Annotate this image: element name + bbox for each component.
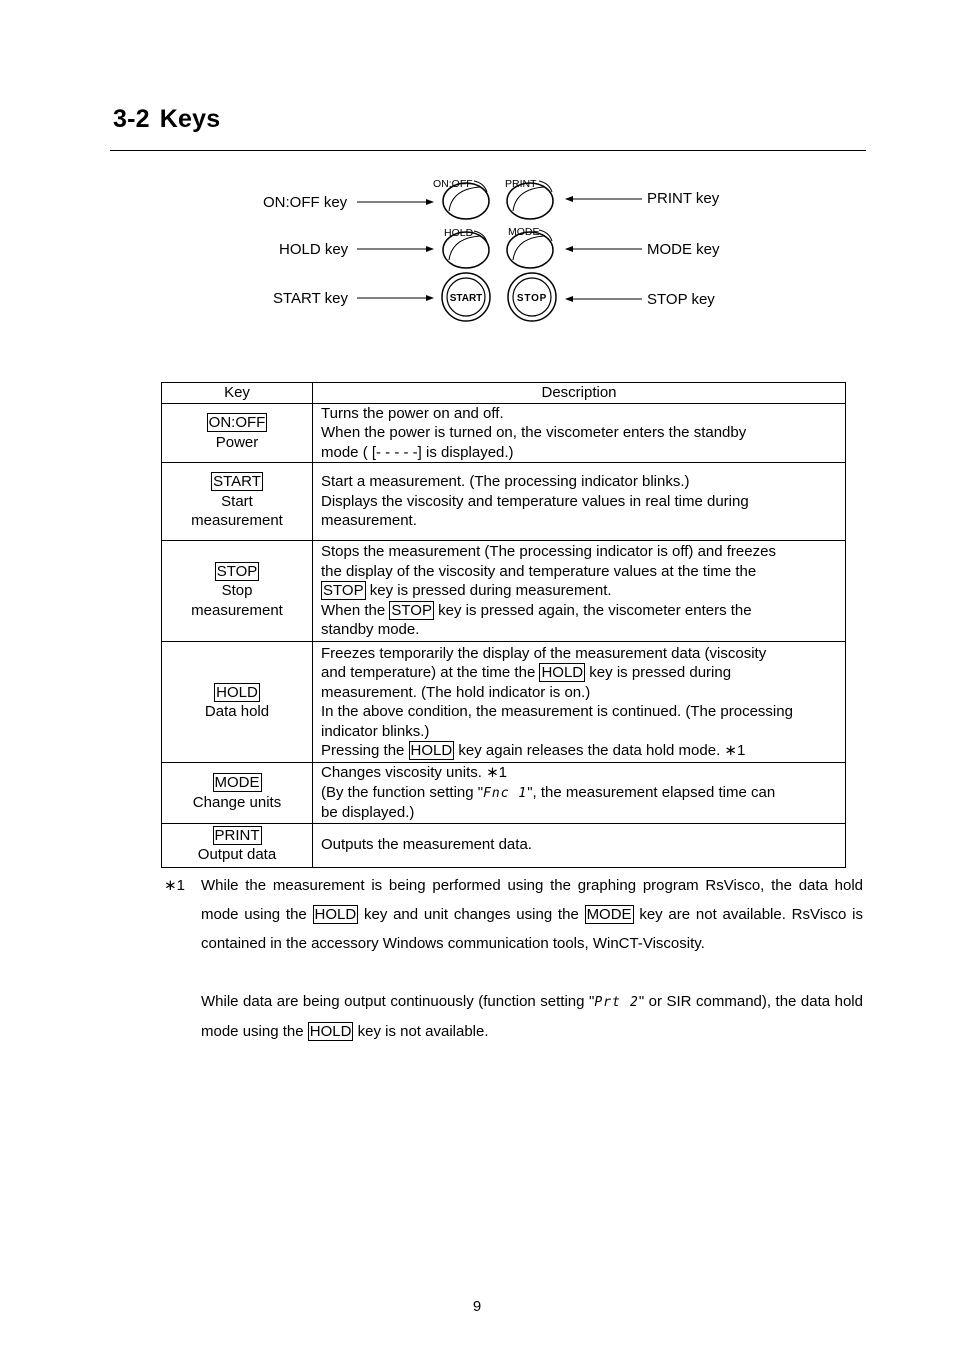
- desc-line: Pressing the HOLD key again releases the data hold mode. ∗1: [321, 742, 746, 759]
- key-cell: [162, 403, 313, 463]
- key-name-boxed: START: [213, 473, 261, 491]
- key-cell: [162, 642, 313, 763]
- footnote-paragraph: While the measurement is being performed using the graphing program RsVisco, the data hold mode using the HOLD key and unit changes using the MODE key are not available. RsVisco is contained in the accessory Windows communication tools, WinCT-Viscosity.: [201, 877, 863, 952]
- keys-illustration: [0, 0, 954, 340]
- table-row: [162, 763, 846, 824]
- description-cell: [313, 642, 846, 763]
- inline-key-boxed: HOLD: [410, 742, 453, 759]
- key-name-boxed: STOP: [216, 562, 258, 580]
- desc-line: measurement.: [321, 512, 417, 530]
- label-onoff-key: ON:OFF key: [263, 194, 348, 211]
- inline-key-boxed: STOP: [391, 601, 432, 619]
- header-key: Key: [162, 383, 313, 404]
- desc-line: Stops the measurement (The processing indicator is off) and freezes: [321, 543, 776, 561]
- desc-line: indicator blinks.): [321, 722, 430, 740]
- key-function: Start: [221, 492, 253, 510]
- label-print-key: PRINT key: [647, 190, 720, 207]
- label-mode-key: MODE key: [647, 241, 720, 258]
- key-function: Data hold: [204, 703, 270, 720]
- key-function: measurement: [191, 512, 283, 530]
- inline-key-boxed: MODE: [586, 906, 632, 923]
- section-number: 3-2: [113, 105, 150, 133]
- hold-button-icon: [443, 227, 489, 268]
- footnote-mark: ∗1: [164, 877, 185, 894]
- table-row: [162, 823, 846, 867]
- start-caption: START: [449, 293, 483, 304]
- keys-table: [161, 382, 846, 868]
- key-name-boxed: ON:OFF: [208, 414, 266, 432]
- key-cell: [162, 823, 313, 867]
- key-function: Output data: [197, 846, 277, 863]
- desc-line: Changes viscosity units. ∗1: [321, 764, 507, 781]
- label-hold-key: HOLD key: [279, 241, 349, 258]
- desc-line: standby mode.: [321, 621, 420, 639]
- desc-line: When the STOP key is pressed again, the viscometer enters the: [321, 601, 752, 619]
- label-stop-key: STOP key: [647, 291, 715, 308]
- stop-button-icon: [508, 273, 556, 321]
- footnote-paragraph: While data are being output continuously (function setting "Prt 2" or SIR command), the data hold mode using the HOLD key is not available.: [201, 993, 863, 1040]
- label-start-key: START key: [273, 290, 349, 307]
- print-caption: PRINT: [505, 178, 537, 190]
- description-cell: [313, 763, 846, 824]
- description-cell: [313, 463, 846, 541]
- onoff-caption: ON:OFF: [433, 178, 473, 190]
- description-cell: [313, 823, 846, 867]
- desc-line: In the above condition, the measurement is continued. (The processing: [321, 703, 793, 720]
- desc-line: and temperature) at the time the HOLD key is pressed during: [321, 664, 732, 681]
- description-cell: [313, 541, 846, 642]
- inline-key-boxed: STOP: [323, 582, 364, 600]
- key-name-boxed: MODE: [214, 774, 260, 792]
- mode-caption: MODE: [508, 226, 540, 238]
- desc-line: mode ( [- - - - -] is displayed.): [321, 443, 514, 461]
- page-number: 9: [472, 1298, 482, 1315]
- stop-caption: STOP: [516, 293, 548, 304]
- key-name-boxed: HOLD: [216, 683, 258, 701]
- inline-key-boxed: HOLD: [309, 1023, 352, 1040]
- desc-line: (By the function setting "Fnc 1", the measurement elapsed time can: [321, 783, 776, 801]
- key-function: Change units: [192, 793, 282, 811]
- desc-line: Turns the power on and off.: [321, 404, 504, 422]
- key-name-boxed: PRINT: [214, 826, 260, 844]
- start-button-icon: [442, 273, 490, 321]
- desc-line: measurement. (The hold indicator is on.): [321, 683, 591, 701]
- mode-button-icon: [507, 226, 553, 268]
- key-function: Power: [215, 433, 259, 451]
- description-cell: [313, 403, 846, 463]
- keys-diagram: [0, 0, 954, 340]
- segment-display-text: Fnc 1: [483, 785, 528, 801]
- table-row: [162, 642, 846, 763]
- key-cell: [162, 763, 313, 824]
- table-row: [162, 463, 846, 541]
- table-header-row: [162, 383, 846, 404]
- inline-key-boxed: HOLD: [541, 664, 584, 681]
- hold-caption: HOLD: [444, 227, 474, 239]
- desc-line: Displays the viscosity and temperature values in real time during: [321, 492, 749, 510]
- section-title: Keys: [159, 105, 221, 133]
- key-cell: [162, 463, 313, 541]
- header-description: Description: [313, 383, 846, 404]
- desc-line: be displayed.): [321, 804, 415, 821]
- onoff-button-icon: [433, 178, 489, 219]
- segment-display-text: Prt 2: [594, 995, 639, 1010]
- desc-line: Freezes temporarily the display of the measurement data (viscosity: [321, 644, 767, 662]
- key-function: measurement: [191, 601, 283, 619]
- desc-line: Outputs the measurement data.: [321, 836, 532, 854]
- inline-key-boxed: HOLD: [314, 906, 357, 923]
- desc-line: Start a measurement. (The processing indicator blinks.): [321, 473, 690, 491]
- print-button-icon: [505, 178, 553, 219]
- desc-line: the display of the viscosity and temperature values at the time the: [321, 562, 757, 580]
- table-row: [162, 403, 846, 463]
- table-row: [162, 541, 846, 642]
- key-cell: [162, 541, 313, 642]
- desc-line: When the power is turned on, the viscometer enters the standby: [321, 424, 747, 441]
- desc-line: STOP key is pressed during measurement.: [323, 582, 612, 600]
- key-function: Stop: [221, 582, 253, 600]
